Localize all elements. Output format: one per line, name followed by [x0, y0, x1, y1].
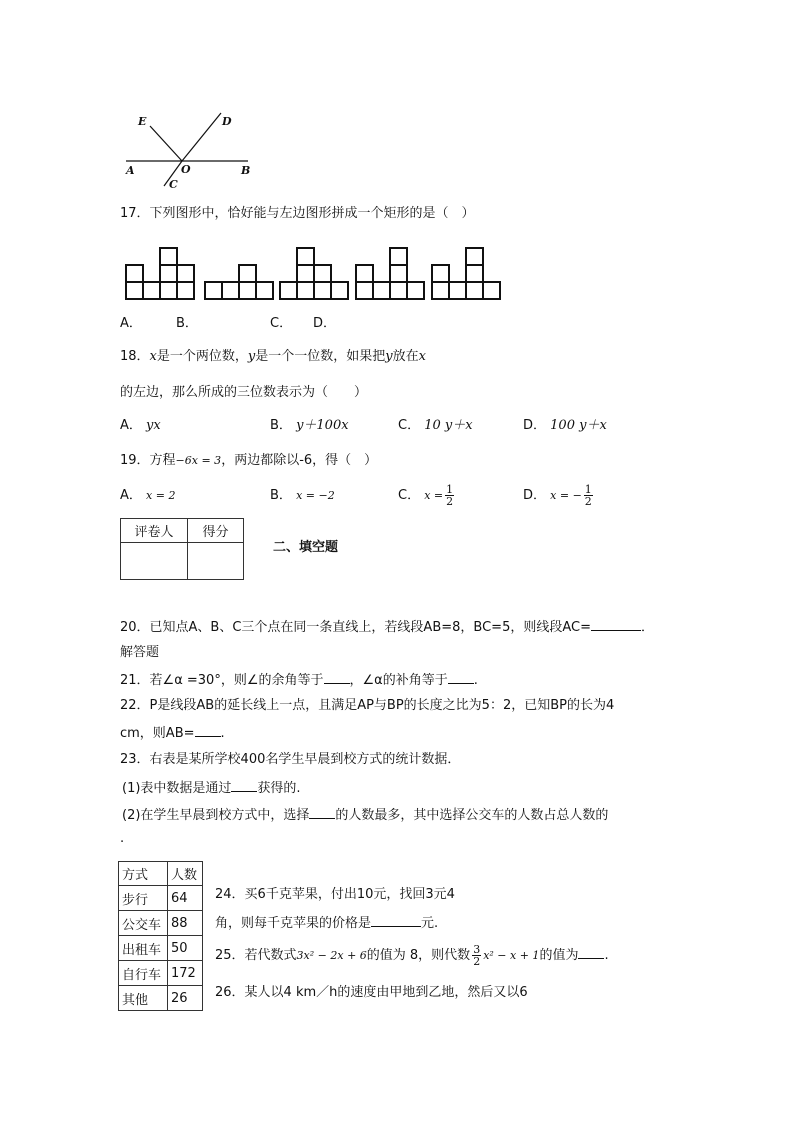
- q19-option-a-label: A．: [120, 488, 142, 503]
- q17-shapes: [120, 243, 505, 303]
- q18-var-x2: x: [418, 349, 426, 364]
- q19-option-b[interactable]: [270, 486, 335, 506]
- question-20: [120, 616, 654, 638]
- q19-option-d-lhs: x = −: [550, 489, 582, 502]
- stats-cell-method: 出租车: [119, 936, 168, 961]
- q18-option-d-expr: 100 y＋x: [550, 418, 607, 433]
- q18-option-b-expr: y＋100x: [296, 418, 349, 433]
- q19-option-d[interactable]: [523, 482, 595, 510]
- q25-text-a: 25．若代数式: [215, 948, 297, 963]
- q19-option-d-num: 1: [584, 483, 592, 496]
- label-a: A: [126, 164, 135, 177]
- score-box-cell-score[interactable]: [188, 543, 244, 580]
- q19-option-a[interactable]: [120, 486, 175, 506]
- q20-answer-blank[interactable]: [591, 616, 641, 631]
- q23-sub2-text-b: 的人数最多，其中选择公交车的人数占总人数的: [335, 808, 609, 823]
- section-two-heading: 二、填空题: [273, 540, 339, 555]
- stats-cell-count: 88: [168, 911, 203, 936]
- q20-end: ．: [640, 620, 654, 635]
- stats-cell-count: 64: [168, 886, 203, 911]
- ray-od: [182, 113, 221, 161]
- question-23-stem: 23．右表是某所学校400名学生早晨到校方式的统计数据．: [120, 752, 461, 767]
- q25-blank[interactable]: [578, 944, 604, 959]
- q19-option-c-label: C．: [398, 488, 421, 503]
- stats-cell-method: 自行车: [119, 961, 168, 986]
- q18-option-a-expr: yx: [146, 418, 161, 433]
- q18-text-c: 放在: [392, 349, 419, 364]
- q18-number: 18．: [120, 349, 150, 364]
- table-row: [119, 911, 203, 936]
- ray-oe: [150, 126, 182, 161]
- label-o: O: [181, 163, 191, 176]
- q21-end: .: [473, 673, 478, 688]
- question-26: 26．某人以4 km／h的速度由甲地到乙地，然后又以6: [215, 985, 528, 1000]
- q25-frac-den: 2: [473, 955, 481, 968]
- q25-text-b: 的值为 8，则代数: [366, 948, 471, 963]
- q24-text-b: 元.: [421, 916, 439, 931]
- label-b: B: [241, 164, 251, 177]
- q21-blank-2[interactable]: [448, 669, 474, 684]
- question-24-line1: 24．买6千克苹果，付出10元，找回3元4: [215, 887, 455, 902]
- q22-blank[interactable]: [195, 722, 221, 737]
- q17-option-c[interactable]: C．: [270, 316, 293, 331]
- stats-header-method: 方式: [119, 862, 168, 886]
- answer-heading: 解答题: [120, 645, 160, 660]
- score-box: [120, 518, 244, 580]
- question-18-line1: [120, 347, 426, 367]
- label-e: E: [138, 115, 147, 128]
- q25-fraction: [472, 944, 481, 967]
- q22-end: .: [220, 726, 225, 741]
- q19-option-c-lhs: x =: [424, 489, 444, 502]
- q21-text-b: ，∠α的补角等于: [349, 673, 448, 688]
- q20-text: 20．已知点A、B、C三个点在同一条直线上，若线段AB=8，BC=5，则线段AC=: [120, 620, 591, 635]
- stats-cell-count: 50: [168, 936, 203, 961]
- q24-text-a: 角，则每千克苹果的价格是: [215, 916, 372, 931]
- stats-table: [118, 861, 203, 1011]
- q19-option-d-label: D．: [523, 488, 547, 503]
- q22-text: cm，则AB=: [120, 726, 195, 741]
- q18-text-a: 是一个两位数，: [156, 349, 248, 364]
- question-22-line1: 22．P是线段AB的延长线上一点，且满足AP与BP的长度之比为5：2，已知BP的长为4: [120, 698, 615, 713]
- q18-option-d-label: D．: [523, 418, 547, 433]
- q23-sub2-text-a: (2)在学生早晨到校方式中，选择: [122, 808, 310, 823]
- question-21: [120, 669, 478, 691]
- question-23-sub2: [122, 804, 608, 826]
- q24-blank[interactable]: [371, 912, 421, 927]
- q18-var-x: x: [149, 349, 157, 364]
- stats-cell-method: 其他: [119, 986, 168, 1011]
- q19-equation: −6x = 3: [175, 454, 222, 467]
- q18-option-d[interactable]: [523, 416, 607, 436]
- q18-option-a-label: A．: [120, 418, 142, 433]
- stats-cell-count: 172: [168, 961, 203, 986]
- question-18-line2: 的左边，那么所成的三位数表示为（ ）: [120, 385, 368, 400]
- q25-frac-num: 3: [473, 943, 481, 956]
- stats-cell-count: 26: [168, 986, 203, 1011]
- question-25: [215, 942, 609, 970]
- stats-header-count: 人数: [168, 862, 203, 886]
- q19-option-c-den: 2: [446, 495, 454, 508]
- q19-option-d-fraction: [584, 484, 593, 507]
- stats-cell-method: 步行: [119, 886, 168, 911]
- q19-option-c-fraction: [445, 484, 454, 507]
- table-row: [119, 986, 203, 1011]
- q23-blank-1[interactable]: [231, 777, 257, 792]
- q18-option-c-label: C．: [398, 418, 421, 433]
- q18-text-b: 是一个一位数，如果把: [255, 349, 386, 364]
- q17-option-a[interactable]: A．: [120, 316, 142, 331]
- q18-option-a[interactable]: [120, 416, 161, 436]
- question-24-line2: [215, 912, 438, 934]
- q21-blank-1[interactable]: [324, 669, 350, 684]
- q17-option-d[interactable]: D．: [313, 316, 337, 331]
- q18-option-c[interactable]: [398, 416, 473, 436]
- question-22-line2: [120, 722, 225, 744]
- label-d: D: [222, 115, 232, 128]
- q19-option-c-num: 1: [446, 483, 454, 496]
- q25-end: .: [604, 948, 609, 963]
- label-c: C: [169, 178, 178, 191]
- q25-expr-1: 3x² − 2x + 6: [296, 949, 367, 962]
- q23-sub1-text-b: 获得的.: [257, 781, 301, 796]
- q18-option-b-label: B．: [270, 418, 292, 433]
- question-23-sub1: [122, 777, 301, 799]
- q17-option-b[interactable]: B．: [176, 316, 198, 331]
- q18-var-y: y: [247, 349, 256, 364]
- q19-text-a: 19．方程: [120, 453, 176, 468]
- stats-cell-method: 公交车: [119, 911, 168, 936]
- table-row: [119, 961, 203, 986]
- table-row: [119, 936, 203, 961]
- q25-text-c: 的值为: [539, 948, 579, 963]
- q19-option-c[interactable]: [398, 482, 456, 510]
- q19-option-b-label: B．: [270, 488, 292, 503]
- score-box-cell-reviewer[interactable]: [121, 543, 188, 580]
- q23-sub2-end: .: [120, 831, 125, 846]
- q19-option-d-den: 2: [584, 495, 592, 508]
- q18-var-y2: y: [385, 349, 393, 364]
- q25-expr-2: x² − x + 1: [483, 949, 540, 962]
- score-box-col2: 得分: [188, 519, 244, 543]
- q19-text-b: ，两边都除以-6，得（ ）: [221, 453, 378, 468]
- q19-option-b-expr: x = −2: [296, 489, 335, 502]
- score-box-col1: 评卷人: [121, 519, 188, 543]
- q18-option-b[interactable]: [270, 416, 349, 436]
- question-17-stem: 17．下列图形中，恰好能与左边图形拼成一个矩形的是（ ）: [120, 206, 475, 221]
- q21-text-a: 21．若∠α =30°，则∠的余角等于: [120, 673, 324, 688]
- table-row: [119, 886, 203, 911]
- q23-sub1-text-a: (1)表中数据是通过: [122, 781, 232, 796]
- question-19-stem: [120, 451, 377, 471]
- q18-option-c-expr: 10 y＋x: [424, 418, 473, 433]
- q23-blank-2[interactable]: [309, 804, 335, 819]
- q19-option-a-expr: x = 2: [146, 489, 176, 502]
